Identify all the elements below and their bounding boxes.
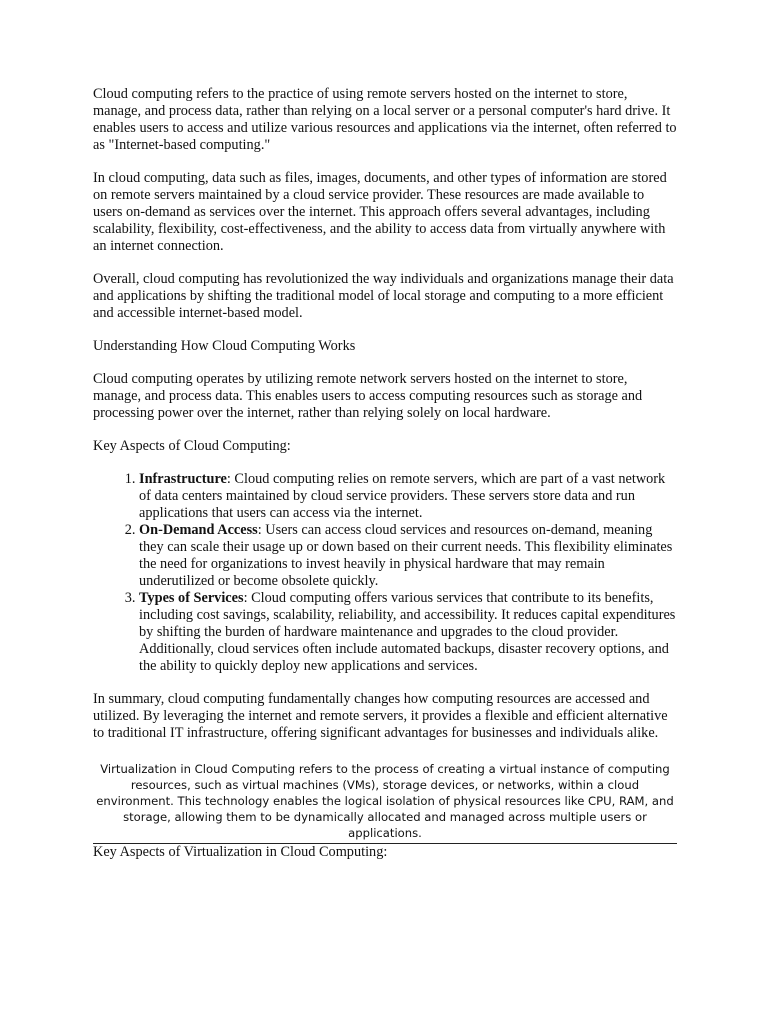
key-aspects-list [93,471,677,675]
virtualization-callout: Virtualization in Cloud Computing refers to the process of creating a virtual instance of computing resources, such as virtual machines (VMs), storage devices, or networks, within a cloud environment. This technology enables the logical isolation of physical resources like CPU, RAM, and storage, allowing them to be dynamically allocated and managed across multiple users or applications. [93,761,677,844]
summary-paragraph: In summary, cloud computing fundamentally changes how computing resources are accessed and utilized. By leveraging the internet and remote servers, it provides a flexible and efficient alternative to traditional IT infrastructure, offering significant advantages for businesses and individuals alike. [93,691,668,741]
key-aspect-term: Types of Services [139,590,244,606]
key-aspect-text: : Cloud computing relies on remote servers, which are part of a vast network of data centers maintained by cloud service providers. These servers store data and run applications that users can access via the internet. [139,471,666,521]
key-aspect-item [139,471,677,522]
intro-paragraph-3: Overall, cloud computing has revolutionized the way individuals and organizations manage their data and applications by shifting the traditional model of local storage and computing to a more efficient and accessible internet-based model. [93,271,674,321]
intro-paragraph-1: Cloud computing refers to the practice of using remote servers hosted on the internet to store, manage, and process data, rather than relying on a local server or a personal computer's hard drive. It enables users to access and utilize various resources and applications via the internet, often referred to as "Internet-based computing." [93,86,677,153]
section-heading-how-it-works: Understanding How Cloud Computing Works [93,338,356,354]
key-aspects-heading: Key Aspects of Cloud Computing: [93,438,291,454]
key-aspect-term: Infrastructure [139,471,227,487]
key-aspect-item [139,522,677,590]
key-aspect-term: On-Demand Access [139,522,258,538]
how-it-works-paragraph: Cloud computing operates by utilizing remote network servers hosted on the internet to store, manage, and process data. This enables users to access computing resources such as storage and processing power over the internet, rather than relying solely on local hardware. [93,371,643,421]
virtualization-heading: Key Aspects of Virtualization in Cloud Computing: [93,844,388,860]
key-aspect-text: : Cloud computing offers various services that contribute to its benefits, including cost savings, scalability, reliability, and accessibility. It reduces capital expenditures by shifting the burden of hardware maintenance and upgrades to the cloud provider. Additionally, cloud services often include automated backups, disaster recovery options, and the ability to quickly deploy new applications and services. [139,590,676,674]
key-aspect-text: : Users can access cloud services and resources on-demand, meaning they can scale their usage up or down based on their current needs. This flexibility eliminates the need for organizations to invest heavily in physical hardware that may remain underutilized or become obsolete quickly. [139,522,673,589]
intro-paragraph-2: In cloud computing, data such as files, images, documents, and other types of information are stored on remote servers maintained by a cloud service provider. These resources are made available to users on-demand as services over the internet. This approach offers several advantages, including scalability, flexibility, cost-effectiveness, and the ability to access data from virtually anywhere with an internet connection. [93,170,667,254]
key-aspect-item [139,590,677,675]
document-page [93,86,677,877]
